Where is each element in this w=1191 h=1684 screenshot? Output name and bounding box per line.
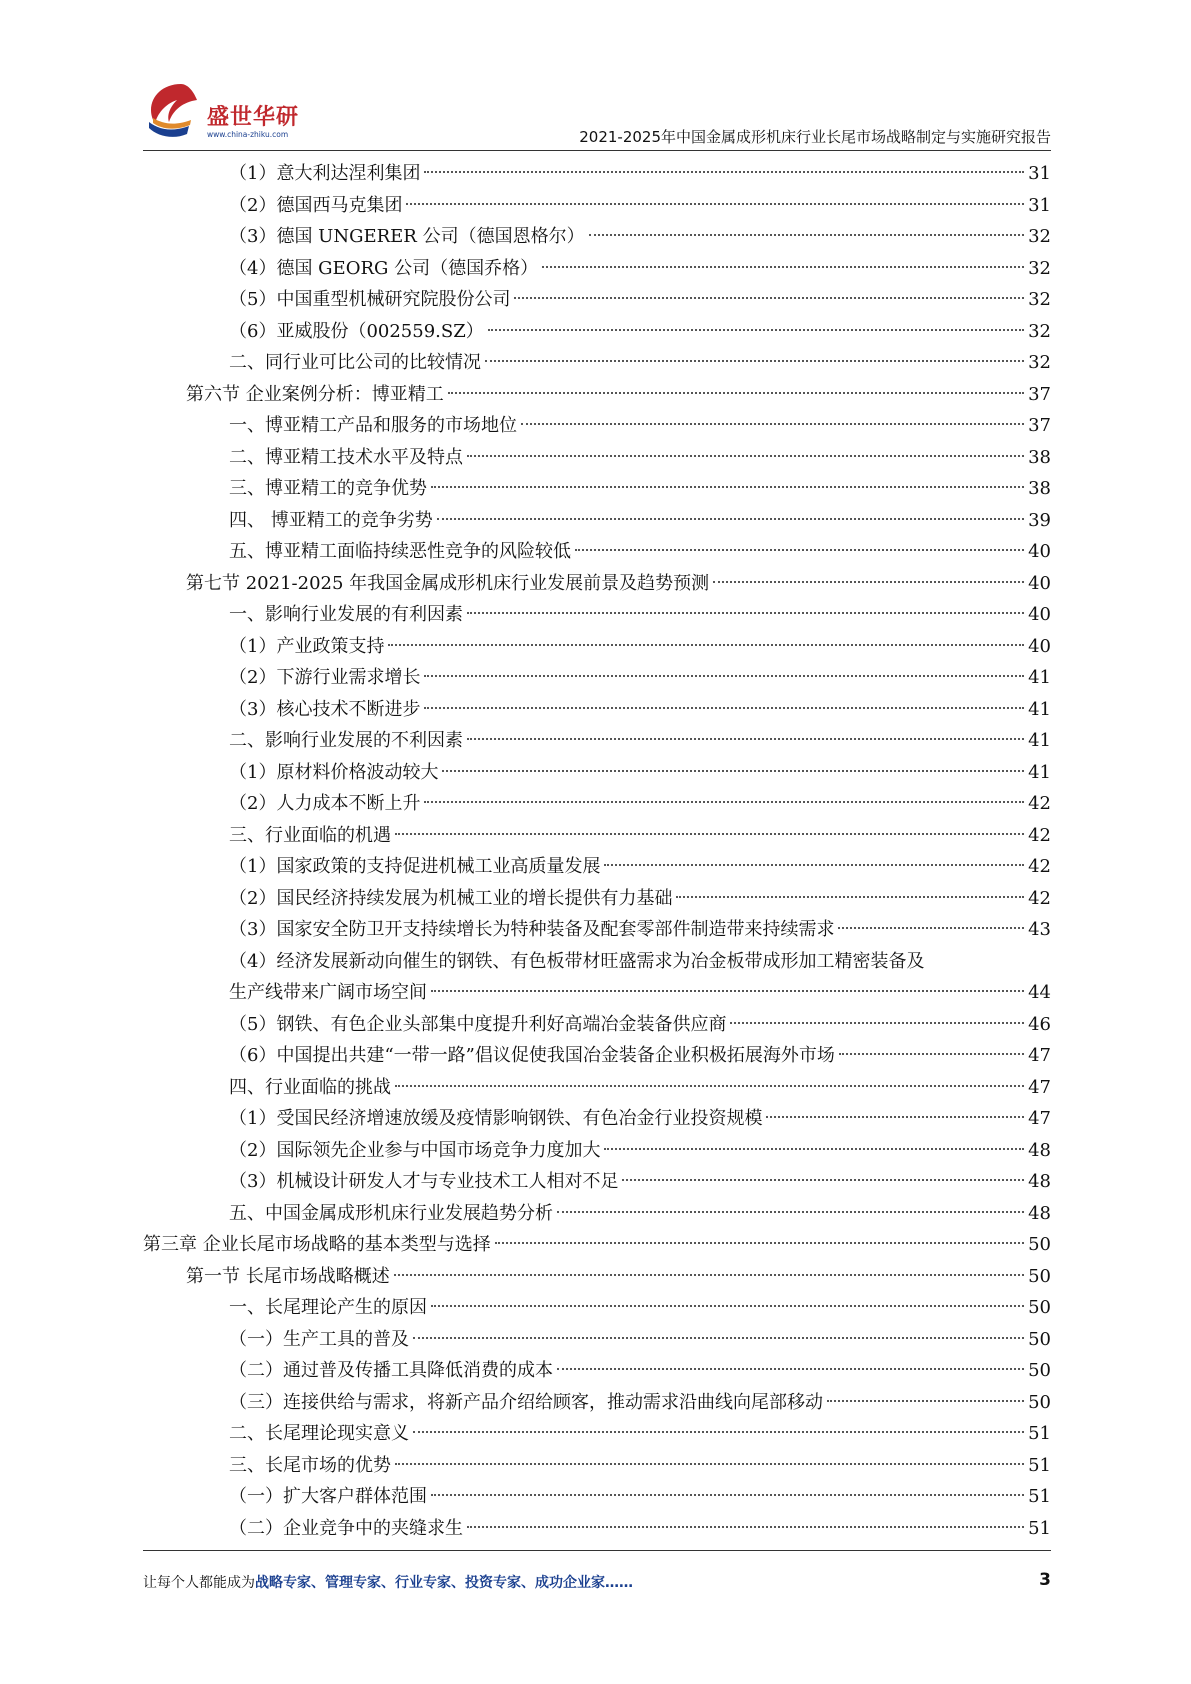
toc-entry-page: 51 — [1028, 1517, 1051, 1539]
toc-entry-title: （3）机械设计研发人才与专业技术工人相对不足 — [229, 1166, 620, 1198]
toc-leader-dots — [395, 833, 1024, 835]
toc-leader-dots — [467, 1526, 1024, 1528]
toc-entry[interactable] — [143, 1229, 1051, 1261]
toc-entry-page: 51 — [1028, 1423, 1051, 1444]
toc-entry-page: 51 — [1028, 1486, 1051, 1507]
toc-entry-title: （5）中国重型机械研究院股份公司 — [229, 284, 512, 316]
toc-entry-title: 二、博亚精工技术水平及特点 — [229, 442, 465, 474]
toc-entry-title: 四、行业面临的挑战 — [229, 1072, 393, 1104]
toc-entry[interactable] — [143, 1261, 1051, 1293]
toc-entry-page: 32 — [1028, 352, 1051, 373]
toc-entry[interactable] — [143, 316, 1051, 348]
toc-leader-dots — [676, 896, 1024, 898]
toc-entry-page: 42 — [1028, 793, 1051, 814]
toc-entry-page: 48 — [1028, 1171, 1051, 1192]
toc-leader-dots — [437, 518, 1024, 520]
toc-entry-page: 31 — [1028, 163, 1051, 184]
toc-leader-dots — [827, 1400, 1024, 1402]
toc-entry-title: （6）中国提出共建“一带一路”倡议促使我国冶金装备企业积极拓展海外市场 — [229, 1040, 837, 1072]
toc-entry[interactable] — [143, 190, 1051, 222]
toc-entry-page: 43 — [1028, 919, 1051, 940]
toc-entry[interactable] — [143, 946, 1051, 978]
toc-entry[interactable] — [143, 1040, 1051, 1072]
toc-entry[interactable] — [143, 1324, 1051, 1356]
toc-leader-dots — [395, 1463, 1024, 1465]
toc-entry-title: （1）意大利达涅利集团 — [229, 158, 422, 190]
footer-divider — [143, 1550, 1051, 1551]
toc-entry[interactable] — [143, 788, 1051, 820]
toc-entry-page: 44 — [1028, 982, 1051, 1003]
toc-leader-dots — [467, 738, 1024, 740]
toc-leader-dots — [604, 864, 1024, 866]
toc-entry[interactable] — [143, 1135, 1051, 1167]
toc-entry-title: （二）企业竞争中的夹缝求生 — [229, 1513, 465, 1545]
toc-entry-page: 41 — [1028, 730, 1051, 751]
toc-leader-dots — [442, 770, 1024, 772]
toc-entry-title: （5）钢铁、有色企业头部集中度提升利好高端冶金装备供应商 — [229, 1009, 728, 1041]
toc-entry[interactable] — [143, 914, 1051, 946]
toc-entry-title: （2）国际领先企业参与中国市场竞争力度加大 — [229, 1135, 602, 1167]
company-logo — [143, 78, 313, 148]
toc-entry[interactable] — [143, 1166, 1051, 1198]
toc-entry-title: （3）国家安全防卫开支持续增长为特种装备及配套零部件制造带来持续需求 — [229, 914, 836, 946]
page-number: 3 — [1039, 1570, 1051, 1590]
toc-entry[interactable] — [143, 1009, 1051, 1041]
toc-leader-dots — [424, 707, 1024, 709]
toc-entry[interactable] — [143, 1198, 1051, 1230]
toc-entry-title: （三）连接供给与需求，将新产品介绍给顾客，推动需求沿曲线向尾部移动 — [229, 1387, 825, 1419]
toc-entry-title: 一、影响行业发展的有利因素 — [229, 599, 465, 631]
toc-entry-page: 40 — [1028, 541, 1051, 562]
toc-entry-title: 三、行业面临的机遇 — [229, 820, 393, 852]
slogan-prefix: 让每个人都能成为 — [143, 1575, 255, 1591]
toc-entry-title: （2）下游行业需求增长 — [229, 662, 422, 694]
toc-entry[interactable] — [143, 158, 1051, 190]
toc-entry[interactable] — [143, 977, 1051, 1009]
toc-entry-title: （2）国民经济持续发展为机械工业的增长提供有力基础 — [229, 883, 674, 915]
toc-entry-title: （2）德国西马克集团 — [229, 190, 404, 222]
toc-leader-dots — [575, 549, 1024, 551]
toc-entry-page: 42 — [1028, 856, 1051, 877]
toc-leader-dots — [557, 1211, 1024, 1213]
toc-entry[interactable] — [143, 442, 1051, 474]
toc-entry[interactable] — [143, 757, 1051, 789]
toc-entry-title: 五、中国金属成形机床行业发展趋势分析 — [229, 1198, 555, 1230]
toc-entry[interactable] — [143, 1072, 1051, 1104]
toc-entry[interactable] — [143, 1103, 1051, 1135]
toc-leader-dots — [557, 1368, 1024, 1370]
toc-entry[interactable] — [143, 568, 1051, 600]
slogan-highlight: 战略专家、管理专家、行业专家、投资专家、成功企业家…… — [255, 1575, 633, 1591]
toc-leader-dots — [766, 1116, 1024, 1118]
toc-leader-dots — [424, 675, 1024, 677]
toc-entry-page: 39 — [1028, 509, 1051, 531]
toc-entry-title: 第七节 2021-2025 年我国金属成形机床行业发展前景及趋势预测 — [186, 568, 711, 600]
toc-entry-page: 40 — [1028, 604, 1051, 625]
toc-entry-page: 37 — [1028, 415, 1051, 436]
toc-leader-dots — [495, 1242, 1024, 1244]
toc-leader-dots — [431, 486, 1024, 488]
toc-entry-page: 31 — [1028, 194, 1051, 216]
toc-entry[interactable] — [143, 599, 1051, 631]
toc-entry-title: 生产线带来广阔市场空间 — [229, 977, 429, 1009]
toc-entry-page: 51 — [1028, 1454, 1051, 1476]
toc-entry-title: （4）经济发展新动向催生的钢铁、有色板带材旺盛需求为冶金板带成形加工精密装备及 — [229, 946, 926, 978]
toc-leader-dots — [589, 234, 1025, 236]
toc-entry-title: （一）生产工具的普及 — [229, 1324, 411, 1356]
toc-entry-title: （6）亚威股份（002559.SZ） — [229, 316, 486, 348]
toc-entry-page: 42 — [1028, 887, 1051, 909]
toc-entry-title: （3）德国 UNGERER 公司（德国恩格尔） — [229, 221, 587, 253]
toc-entry[interactable] — [143, 820, 1051, 852]
toc-entry[interactable] — [143, 284, 1051, 316]
toc-leader-dots — [521, 423, 1024, 425]
toc-entry-title: 二、影响行业发展的不利因素 — [229, 725, 465, 757]
toc-entry-title: （4）德国 GEORG 公司（德国乔格） — [229, 253, 540, 285]
logo-url: www.china-zhiku.com — [207, 130, 289, 139]
logo-emblem-icon — [143, 78, 207, 142]
toc-leader-dots — [488, 329, 1024, 331]
page-header — [143, 78, 1051, 150]
toc-leader-dots — [622, 1179, 1024, 1181]
toc-entry-title: 二、同行业可比公司的比较情况 — [229, 347, 483, 379]
logo-text: 盛世华研 — [207, 105, 300, 130]
toc-entry-title: （1）原材料价格波动较大 — [229, 757, 440, 789]
report-title: 2021-2025年中国金属成形机床行业长尾市场战略制定与实施研究报告 — [579, 128, 1051, 146]
toc-leader-dots — [388, 644, 1024, 646]
toc-entry-page: 47 — [1028, 1108, 1051, 1129]
toc-entry-page: 42 — [1028, 824, 1051, 846]
toc-leader-dots — [395, 1085, 1024, 1087]
toc-entry-page: 50 — [1028, 1234, 1051, 1255]
toc-leader-dots — [448, 392, 1024, 394]
toc-entry-title: （1）国家政策的支持促进机械工业高质量发展 — [229, 851, 602, 883]
toc-entry-title: 一、长尾理论产生的原因 — [229, 1292, 429, 1324]
toc-leader-dots — [413, 1431, 1024, 1433]
toc-entry-page: 40 — [1028, 572, 1051, 594]
toc-leader-dots — [424, 801, 1024, 803]
toc-entry-page: 38 — [1028, 478, 1051, 499]
toc-entry[interactable] — [143, 662, 1051, 694]
toc-entry-title: 第一节 长尾市场战略概述 — [186, 1261, 392, 1293]
toc-entry[interactable] — [143, 505, 1051, 537]
toc-entry[interactable] — [143, 1418, 1051, 1450]
toc-leader-dots — [413, 1337, 1024, 1339]
toc-entry-page: 50 — [1028, 1265, 1051, 1287]
toc-entry-title: （3）核心技术不断进步 — [229, 694, 422, 726]
toc-leader-dots — [839, 1053, 1024, 1055]
toc-entry-page: 40 — [1028, 635, 1051, 657]
toc-entry[interactable] — [143, 473, 1051, 505]
toc-entry-page: 50 — [1028, 1391, 1051, 1413]
toc-leader-dots — [838, 927, 1024, 929]
toc-entry[interactable] — [143, 1387, 1051, 1419]
toc-leader-dots — [406, 203, 1024, 205]
toc-entry[interactable] — [143, 347, 1051, 379]
toc-entry-page: 50 — [1028, 1297, 1051, 1318]
toc-entry-title: 第三章 企业长尾市场战略的基本类型与选择 — [143, 1229, 493, 1261]
toc-leader-dots — [542, 266, 1024, 268]
toc-entry[interactable] — [143, 1513, 1051, 1545]
toc-entry-page: 47 — [1028, 1076, 1051, 1098]
table-of-contents — [143, 158, 1051, 1544]
toc-leader-dots — [467, 455, 1024, 457]
toc-leader-dots — [730, 1022, 1024, 1024]
toc-entry[interactable] — [143, 851, 1051, 883]
toc-entry-title: 三、博亚精工的竞争优势 — [229, 473, 429, 505]
toc-entry-page: 48 — [1028, 1202, 1051, 1224]
toc-entry-title: （二）通过普及传播工具降低消费的成本 — [229, 1355, 555, 1387]
toc-entry-page: 50 — [1028, 1360, 1051, 1381]
toc-entry-page: 41 — [1028, 698, 1051, 720]
toc-entry-title: （2）人力成本不断上升 — [229, 788, 422, 820]
toc-entry[interactable] — [143, 883, 1051, 915]
toc-entry[interactable] — [143, 1450, 1051, 1482]
toc-leader-dots — [467, 612, 1024, 614]
toc-leader-dots — [394, 1274, 1024, 1276]
toc-entry-title: （1）受国民经济增速放缓及疫情影响钢铁、有色冶金行业投资规模 — [229, 1103, 764, 1135]
header-divider — [143, 150, 1051, 151]
toc-entry-title: 第六节 企业案例分析：博亚精工 — [186, 379, 446, 411]
toc-leader-dots — [485, 360, 1024, 362]
toc-entry-page: 32 — [1028, 320, 1051, 342]
toc-entry-page: 32 — [1028, 257, 1051, 279]
toc-entry-title: 二、长尾理论现实意义 — [229, 1418, 411, 1450]
toc-entry[interactable] — [143, 253, 1051, 285]
toc-entry-title: （一）扩大客户群体范围 — [229, 1481, 429, 1513]
toc-entry-page: 32 — [1028, 226, 1051, 247]
toc-leader-dots — [431, 1494, 1024, 1496]
toc-entry[interactable] — [143, 1481, 1051, 1513]
toc-entry[interactable] — [143, 1355, 1051, 1387]
toc-entry-page: 48 — [1028, 1139, 1051, 1161]
toc-entry[interactable] — [143, 221, 1051, 253]
toc-leader-dots — [431, 1305, 1024, 1307]
toc-entry[interactable] — [143, 379, 1051, 411]
toc-entry[interactable] — [143, 694, 1051, 726]
toc-entry-title: 五、博亚精工面临持续恶性竞争的风险较低 — [229, 536, 573, 568]
toc-entry-page: 46 — [1028, 1013, 1051, 1035]
toc-entry-page: 41 — [1028, 761, 1051, 783]
toc-entry-page: 38 — [1028, 446, 1051, 468]
toc-entry-title: 三、长尾市场的优势 — [229, 1450, 393, 1482]
toc-entry-page: 47 — [1028, 1045, 1051, 1066]
toc-entry-page: 32 — [1028, 289, 1051, 310]
toc-entry[interactable] — [143, 1292, 1051, 1324]
footer-slogan — [143, 1572, 633, 1592]
toc-leader-dots — [431, 990, 1024, 992]
toc-entry[interactable] — [143, 725, 1051, 757]
toc-leader-dots — [713, 581, 1024, 583]
toc-entry-page: 37 — [1028, 383, 1051, 405]
toc-entry-page: 50 — [1028, 1328, 1051, 1350]
toc-entry-page: 41 — [1028, 667, 1051, 688]
toc-entry-title: 一、博亚精工产品和服务的市场地位 — [229, 410, 519, 442]
toc-entry-title: 四、 博亚精工的竞争劣势 — [229, 505, 435, 537]
toc-entry[interactable] — [143, 536, 1051, 568]
toc-entry-title: （1）产业政策支持 — [229, 631, 386, 663]
toc-leader-dots — [514, 297, 1024, 299]
toc-entry[interactable] — [143, 410, 1051, 442]
toc-leader-dots — [424, 171, 1024, 173]
toc-leader-dots — [604, 1148, 1024, 1150]
toc-entry[interactable] — [143, 631, 1051, 663]
